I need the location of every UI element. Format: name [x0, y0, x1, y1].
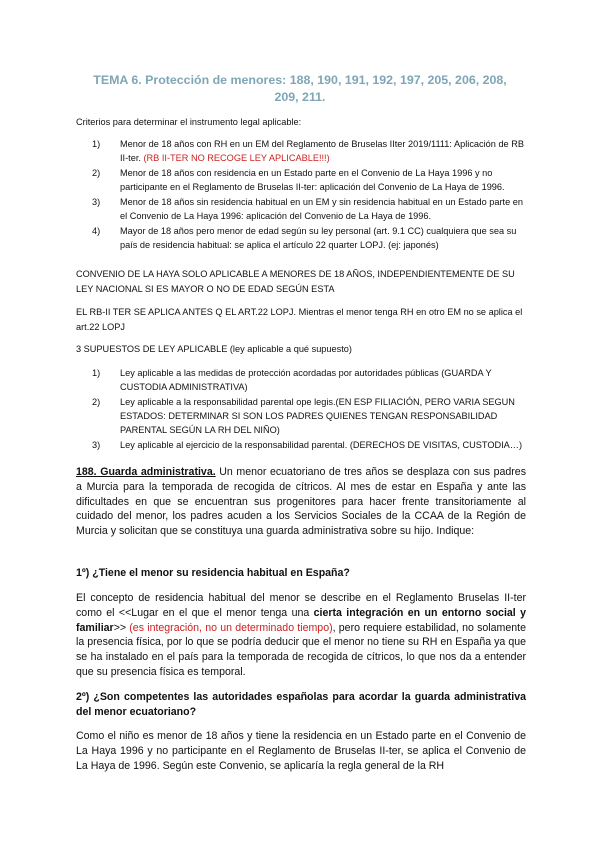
- case-text: Un menor ecuatoriano de tres años se desplaza con sus padres a Murcia para la temporada de recogida de cítricos. Al mes de estar en España y ante las dificultades en que se encuentran sus progenitores para hacer frente transitoriamente al cuidado del menor, los padres acuden a los Servicios Sociales de la CCAA de la Región de Murcia y solicitan que se constituya una guarda administrativa sobre su hijo. Indique:: [76, 466, 526, 538]
- answer-1-red-note: (es integración, no un determinado tiempo): [129, 621, 333, 634]
- list-number: 2): [92, 397, 101, 407]
- list-item: [92, 195, 524, 223]
- list-item-text: Menor de 18 años sin residencia habitual en un EM y sin residencia habitual en un Estado parte en el Convenio de La Haya 1996: aplicación del Convenio de La Haya de 1996.: [120, 197, 523, 221]
- answer-2-paragraph: Como el niño es menor de 18 años y tiene la residencia en un Estado parte en el Convenio de La Haya 1996 y no participante en el Reglamento de Bruselas II-ter, se aplica el Convenio de La Haya de 1996. Según este Convenio, se aplicaría la regla general de la RH: [76, 730, 526, 772]
- list-item: [92, 137, 524, 165]
- list-item-note: (RB II-TER NO RECOGE LEY APLICABLE!!!): [143, 153, 330, 163]
- list-item-text: Ley aplicable a la responsabilidad parental ope legis.(EN ESP FILIACIÓN, PERO VARIA SEGUN ESTADOS: DETERMINAR SI SON LOS PADRES QUIENES TENGAN RESPONSABILIDAD PARENTAL SEGÚN LA RH DEL NIÑO): [120, 397, 515, 435]
- list-item-text: Ley aplicable al ejercicio de la responsabilidad parental. (DERECHOS DE VISITAS, CUSTODIA…): [120, 440, 523, 450]
- list-item: [92, 366, 524, 394]
- list-item-text: Ley aplicable a las medidas de protección acordadas por autoridades públicas (GUARDA Y CUSTODIA ADMINISTRATIVA): [120, 368, 492, 392]
- question-1-heading: 1º) ¿Tiene el menor su residencia habitual en España?: [76, 567, 350, 579]
- page-title: TEMA 6. Protección de menores: 188, 190, 191, 192, 197, 205, 206, 208, 209, 211.: [93, 73, 507, 104]
- list-number: 1): [92, 139, 101, 149]
- supuestos-list: [92, 366, 524, 452]
- supuestos-intro: 3 SUPUESTOS DE LEY APLICABLE (ley aplicable a qué supuesto): [76, 344, 352, 354]
- criterios-list: [92, 137, 524, 252]
- rb-note: EL RB-II TER SE APLICA ANTES Q EL ART.22 LOPJ. Mientras el menor tenga RH en otro EM no se aplica el art.22 LOPJ: [76, 307, 523, 332]
- list-item-text: Menor de 18 años con RH en un EM del Reglamento de Bruselas IIter 2019/1111: Aplicación de RB II-ter.: [120, 139, 524, 163]
- list-item-text: Menor de 18 años con residencia en un Estado parte en el Convenio de La Haya 1996 y no participante en el Reglamento de Bruselas II-ter: aplicación del Convenio de La Haya de 1996.: [120, 168, 505, 192]
- answer-1-bold: cierta integración en un entorno social y familiar: [76, 606, 526, 634]
- question-2-heading: 2º) ¿Son competentes las autoridades españolas para acordar la guarda administrativa del menor ecuatoriano?: [76, 691, 526, 718]
- criterios-intro: Criterios para determinar el instrumento legal aplicable:: [76, 117, 302, 127]
- answer-1-text-2: >>: [113, 621, 130, 634]
- list-number: 3): [92, 440, 101, 450]
- answer-1-text: El concepto de residencia habitual del menor se describe en el Reglamento Bruselas II-ter como el <<Lugar en el que el menor tenga una: [76, 592, 526, 619]
- answer-1-text-3: , pero requiere estabilidad, no solamente la presencia física, por lo que se podría deducir que el menor no tiene su RH en España ya que se ha instalado en el país para la temporada de recogida de cítricos, lo que nos da a entender que su presencia física es temporal.: [76, 621, 526, 678]
- convenio-note: CONVENIO DE LA HAYA SOLO APLICABLE A MENORES DE 18 AÑOS, INDEPENDIENTEMENTE DE SU LEY NACIONAL SI ES MAYOR O NO DE EDAD SEGÚN ESTA: [76, 269, 515, 294]
- list-number: 3): [92, 197, 101, 207]
- list-item-text: Mayor de 18 años pero menor de edad según su ley personal (art. 9.1 CC) cualquiera que sea su país de residencia habitual: se aplica el artículo 22 quarter LOPJ. (ej: japonés): [120, 226, 517, 250]
- list-number: 1): [92, 368, 101, 378]
- case-heading: 188. Guarda administrativa.: [76, 466, 216, 478]
- list-item: [92, 224, 524, 252]
- list-item: [92, 395, 524, 437]
- case-paragraph: [76, 465, 526, 539]
- list-number: 2): [92, 168, 101, 178]
- list-item: [92, 438, 524, 452]
- list-number: 4): [92, 226, 101, 236]
- answer-1-paragraph: [76, 591, 526, 680]
- list-item: [92, 166, 524, 194]
